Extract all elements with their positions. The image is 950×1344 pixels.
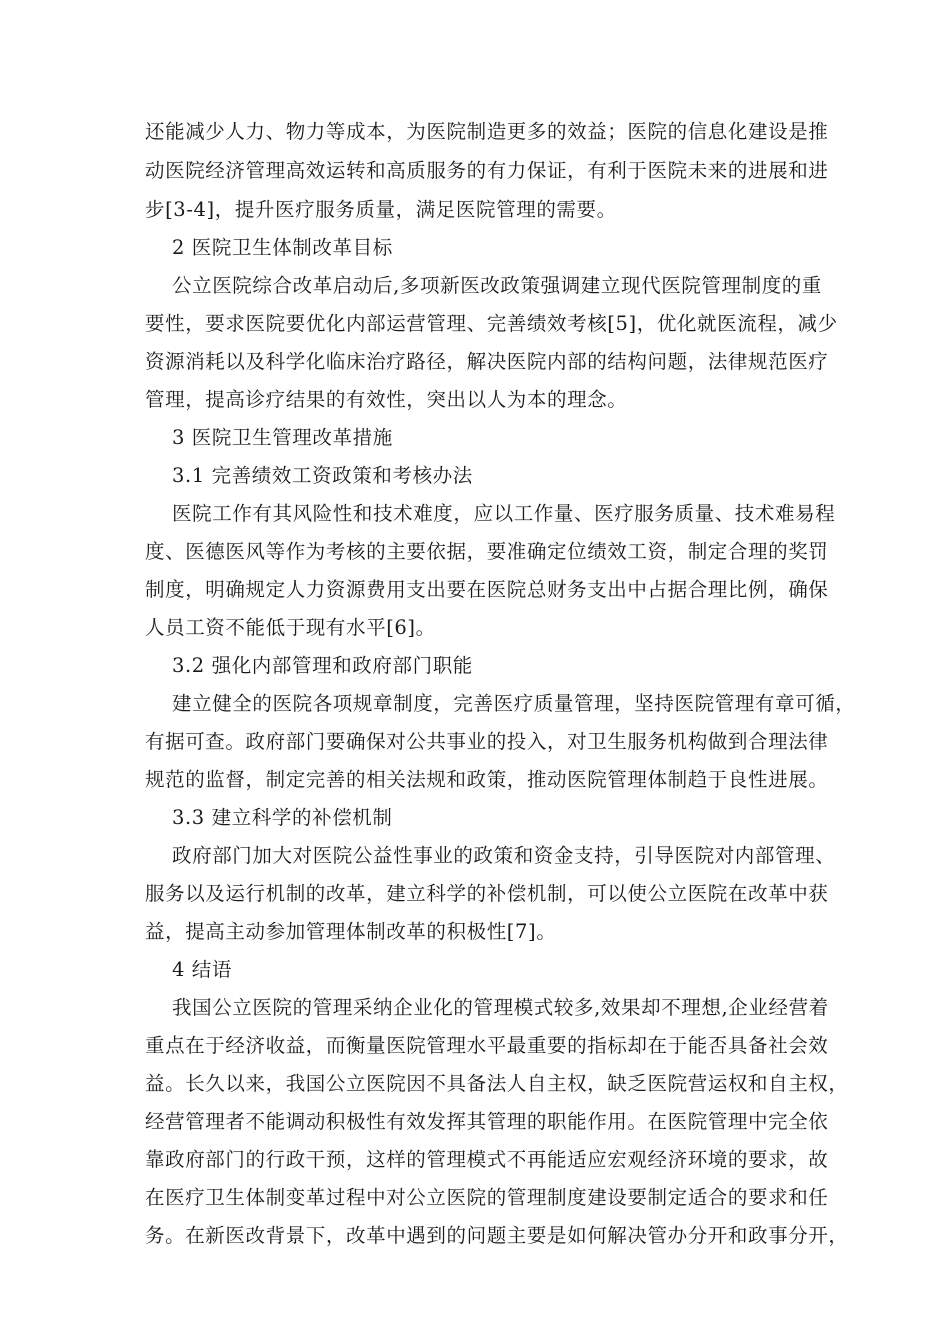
body-text-line: 益，提高主动参加管理体制改革的积极性[7]。: [145, 920, 557, 943]
subsection-heading: 3.1 完善绩效工资政策和考核办法: [172, 464, 473, 487]
body-text-line: 公立医院综合改革启动后,多项新医改政策强调建立现代医院管理制度的重: [172, 274, 822, 297]
body-text-line: 我国公立医院的管理采纳企业化的管理模式较多,效果却不理想,企业经营着: [172, 996, 829, 1019]
body-text-line: 经营管理者不能调动积极性有效发挥其管理的职能作用。在医院管理中完全依: [145, 1110, 829, 1133]
body-text-line: 益。长久以来，我国公立医院因不具备法人自主权，缺乏医院营运权和自主权，: [145, 1072, 849, 1095]
body-text-line: 制度，明确规定人力资源费用支出要在医院总财务支出中占据合理比例，确保: [145, 578, 829, 601]
body-text-line: 务。在新医改背景下，改革中遇到的问题主要是如何解决管办分开和政事分开，: [145, 1224, 849, 1247]
body-text-line: 要性，要求医院要优化内部运营管理、完善绩效考核[5]，优化就医流程，减少: [145, 312, 838, 335]
body-text-line: 步[3-4]，提升医疗服务质量，满足医院管理的需要。: [145, 198, 617, 221]
body-text-line: 建立健全的医院各项规章制度，完善医疗质量管理，坚持医院管理有章可循，: [172, 692, 856, 715]
section-heading: 2 医院卫生体制改革目标: [172, 236, 393, 259]
body-text-line: 还能减少人力、物力等成本，为医院制造更多的效益；医院的信息化建设是推: [145, 120, 829, 143]
body-text-line: 在医疗卫生体制变革过程中对公立医院的管理制度建设要制定适合的要求和任: [145, 1186, 829, 1209]
body-text-line: 管理，提高诊疗结果的有效性，突出以人为本的理念。: [145, 388, 628, 411]
subsection-heading: 3.2 强化内部管理和政府部门职能: [172, 654, 473, 677]
body-text-line: 动医院经济管理高效运转和高质服务的有力保证，有利于医院未来的进展和进: [145, 159, 829, 182]
body-text-line: 资源消耗以及科学化临床治疗路径，解决医院内部的结构问题，法律规范医疗: [145, 350, 829, 373]
body-text-line: 服务以及运行机制的改革，建立科学的补偿机制，可以使公立医院在改革中获: [145, 882, 829, 905]
body-text-line: 人员工资不能低于现有水平[6]。: [145, 616, 436, 639]
body-text-line: 政府部门加大对医院公益性事业的政策和资金支持，引导医院对内部管理、: [172, 844, 836, 867]
body-text-line: 重点在于经济收益，而衡量医院管理水平最重要的指标却在于能否具备社会效: [145, 1034, 829, 1057]
body-text-line: 靠政府部门的行政干预，这样的管理模式不再能适应宏观经济环境的要求，故: [145, 1148, 829, 1171]
body-text-line: 有据可查。政府部门要确保对公共事业的投入，对卫生服务机构做到合理法律: [145, 730, 829, 753]
subsection-heading: 3.3 建立科学的补偿机制: [172, 806, 393, 829]
body-text-line: 度、医德医风等作为考核的主要依据，要准确定位绩效工资，制定合理的奖罚: [145, 540, 829, 563]
body-text-line: 医院工作有其风险性和技术难度，应以工作量、医疗服务质量、技术难易程: [172, 502, 836, 525]
section-heading: 4 结语: [172, 958, 233, 981]
section-heading: 3 医院卫生管理改革措施: [172, 426, 393, 449]
body-text-line: 规范的监督，制定完善的相关法规和政策，推动医院管理体制趋于良性进展。: [145, 768, 829, 791]
